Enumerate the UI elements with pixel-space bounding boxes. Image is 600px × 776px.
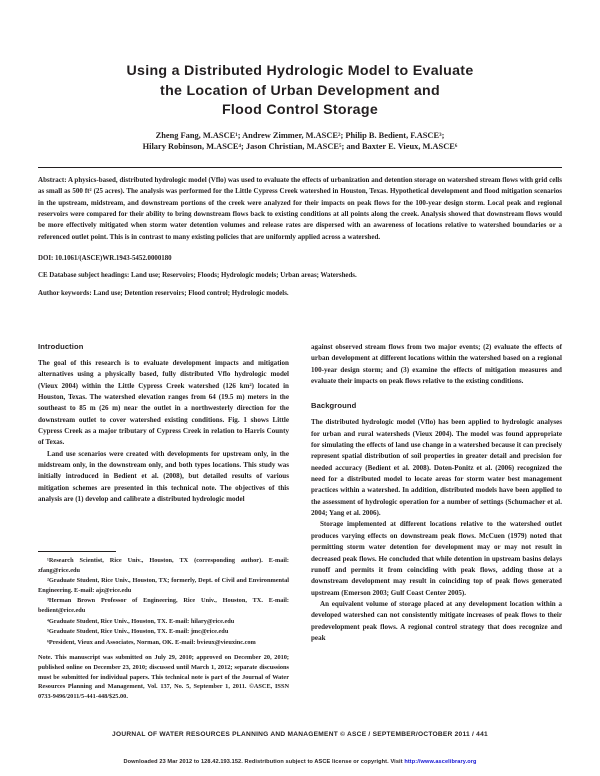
title-line-1: Using a Distributed Hydrologic Model to Evaluate (126, 63, 474, 79)
intro-paragraph-1: The goal of this research is to evaluate development impacts and mitigation alternatives using a physically based, fully distributed Vflo hydrologic model (Vieux 2004) within the Little Cypress Creek watershed (126 km²) located in Houston, Texas. The watershed elevation ranges from 64 (19.5 m) meters in the southeast to 85 m (26 m) near the outlet in a northwesterly direction for the downstream outlet to cover watershed existing conditions. Fig. 1 shows Little Cypress Creek as a major tributary of Cypress Creek in relation to Harris County of Texas. (38, 359, 289, 447)
download-footer (0, 759, 600, 765)
footnote-3: ³Herman Brown Professor of Engineering, Rice Univ., Houston, TX. E-mail: bedient@rice.edu (38, 597, 289, 614)
footnote-2: ²Graduate Student, Rice Univ., Houston, TX; formerly, Dept. of Civil and Environmental Engineering. E-mail: ajz@rice.edu (38, 577, 289, 594)
background-paragraph-3: An equivalent volume of storage placed at any development location within a developed watershed can not consistently mitigate increases of peak flows to their predevelopment peak flows. A regional control strategy that does recognize and peak (311, 599, 562, 642)
doi-line (38, 253, 562, 264)
intro-paragraph-2: Land use scenarios were created with developments for upstream only, in the midstream only, in the downstream only, and both types locations. This study was initially introduced in Bedient et al. (2008), but detailed results of various mitigation schemes are presented in this technical note. The objectives of this analysis are (1) develop and calibrate a distributed hydrologic model (38, 449, 289, 504)
background-paragraph-2: Storage implemented at different locations relative to the watershed outlet produces varying effects on downstream peak flows. McCuen (1979) noted that permitting storm water detention for development may or may not result in decreased peak flows. He concluded that while detention in upstream basins delays runoff and permits it from coinciding with peak flows, adding those at a downstream development may result in coinciding top of peak flows generated upstream (Emerson 2003; Gulf Coast Center 2005). (311, 520, 562, 597)
footnote-1: ¹Research Scientist, Rice Univ., Houston, TX (corresponding author). E-mail: zfang@rice.edu (38, 557, 289, 574)
author-line-2: Hilary Robinson, M.ASCE⁴; Jason Christian, M.ASCE⁵; and Baxter E. Vieux, M.ASCE⁶ (142, 142, 458, 152)
ascelibrary-link[interactable]: http://www.ascelibrary.org (404, 759, 477, 765)
abstract-label: Abstract: (38, 175, 67, 184)
page-title (62, 62, 538, 121)
ce-database-keywords-value: Land use; Reservoirs; Floods; Hydrologic models; Urban areas; Watersheds. (131, 272, 357, 280)
right-column (311, 342, 562, 644)
author-keywords-value: Land use; Detention reservoirs; Flood control; Hydrologic models. (93, 289, 289, 297)
author-line-1: Zheng Fang, M.ASCE¹; Andrew Zimmer, M.ASCE²; Philip B. Bedient, F.ASCE³; (155, 130, 445, 140)
title-block (0, 0, 600, 153)
title-line-3: Flood Control Storage (221, 102, 379, 118)
footnote-4: ⁴Graduate Student, Rice Univ., Houston, TX. E-mail: hilary@rice.edu (47, 617, 235, 625)
doi-label: DOI: (38, 255, 54, 263)
author-keywords-label: Author keywords: (38, 289, 92, 297)
ce-database-keywords (38, 270, 562, 281)
abstract-text: A physics-based, distributed hydrologic model (Vflo) was used to evaluate the effects of urbanization and detention storage on watershed stream flows with grid cells as small as 500 ft² (25 acres). The analysis was performed for the Little Cypress Creek watershed in Houston, Texas. Hypothetical development and flood mitigation scenarios in the upstream, midstream, and downstream portions of the creek were analyzed for their impacts on peak flows for the 100-year design storm. Local peak and regional reservoirs were compared for their ability to bring downstream flows back to existing conditions at all points along the creek. Analysis showed that downstream flows would be more effectively mitigated when storm water detention volumes and release rates are dispersed with an awareness of locations relative to watershed boundaries or a referenced outlet point. This is in contrast to many existing policies that are uniformly applied across a watershed. (38, 175, 562, 241)
abstract (38, 175, 562, 243)
footnote-5: ⁵Graduate Student, Rice Univ., Houston, TX. E-mail: jmc@rice.edu (47, 628, 229, 636)
author-list (62, 130, 538, 153)
doi-value[interactable]: 10.1061/(ASCE)WR.1943-5452.0000180 (55, 255, 172, 263)
footnotes-block (38, 551, 289, 701)
footnote-6: ⁶President, Vieux and Associates, Norman, OK. E-mail: bvieux@vieuxinc.com (47, 638, 256, 646)
abstract-divider (38, 167, 562, 168)
footnote-divider (38, 551, 116, 552)
submission-note: Note. This manuscript was submitted on July 29, 2010; approved on December 20, 2010; published online on December 23, 2010; discussed until March 1, 2012; separate discussions must be submitted for individual papers. This technical note is part of the Journal of Water Resources Planning and Management, Vol. 137, No. 5, September 1, 2011. ©ASCE, ISSN 0733-9496/2011/5-441-448/$25.00. (38, 654, 289, 700)
background-paragraph-1: The distributed hydrologic model (Vflo) has been applied to hydrologic analyses for urban and rural watersheds (Vieux 2004). The model was found appropriate for simulating the effects of land use change in a watershed because it can precisely represent spatial distribution of soil properties in greater detail and precision for needed accuracy (Bedient et al. 2008). Doten-Ponitz et al. (2006) recognized the need for a distributed model to locate areas for storm water best management practices within a watershed. In addition, distributed models have been applied to the assessment of hydrologic operation for a number of settings (Schumacher et al. 2004; Yang et al. 2006). (311, 418, 562, 518)
title-line-2: the Location of Urban Development and (160, 82, 440, 99)
intro-paragraph-3: against observed stream flows from two major events; (2) evaluate the effects of urban development at different locations within the watershed based on a regional 100-year design storm; and (3) examine the effects of mitigation measures and evaluate their impacts on peak flows relative to the existing conditions. (311, 343, 562, 386)
section-heading-introduction: Introduction (38, 342, 84, 351)
journal-footer: JOURNAL OF WATER RESOURCES PLANNING AND MANAGEMENT © ASCE / SEPTEMBER/OCTOBER 2011 / 441 (112, 731, 488, 738)
author-keywords (38, 288, 562, 299)
download-footer-text: Downloaded 23 Mar 2012 to 128.42.193.152. Redistribution subject to ASCE license or copyright. Visit (123, 759, 405, 765)
ce-database-keywords-label: CE Database subject headings: (38, 272, 130, 280)
section-heading-background: Background (311, 401, 357, 411)
